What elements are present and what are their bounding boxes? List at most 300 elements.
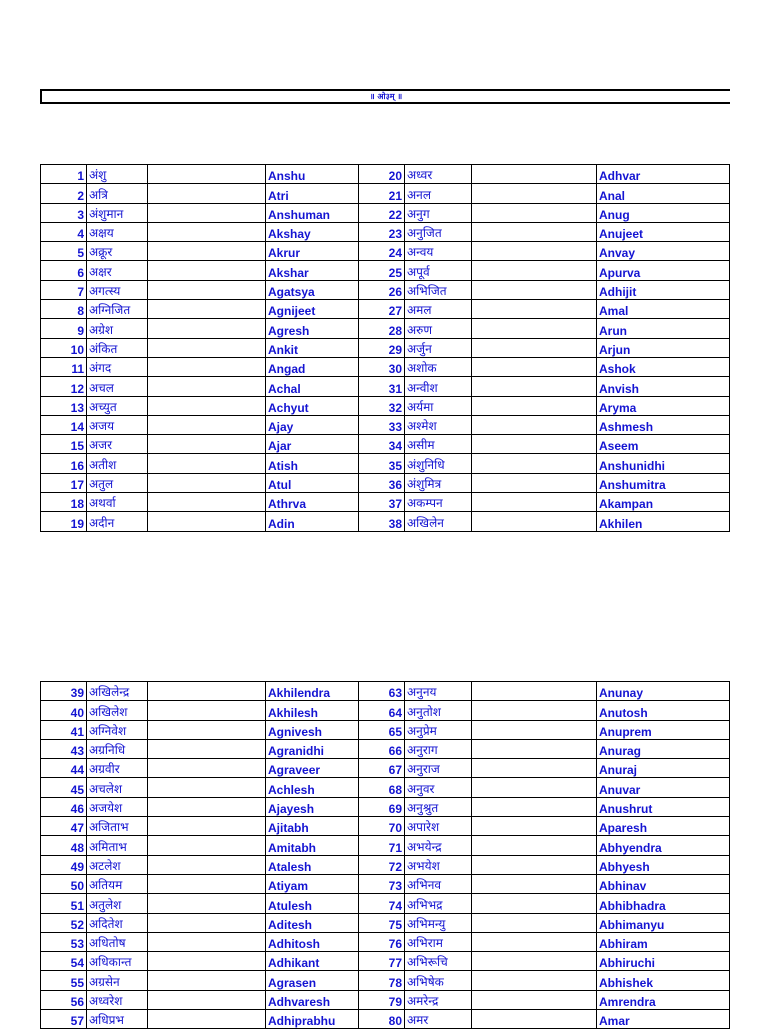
- table-row: [41, 415, 730, 434]
- name-number: 74: [359, 894, 405, 913]
- name-number: 11: [41, 357, 87, 376]
- name-number: 1: [41, 165, 87, 184]
- english-name: Achyut: [266, 396, 359, 415]
- blank-cell: [472, 242, 597, 261]
- name-number: 26: [359, 280, 405, 299]
- blank-cell: [472, 797, 597, 816]
- hindi-name: अपूर्व: [405, 261, 472, 280]
- blank-cell: [472, 377, 597, 396]
- english-name: Amar: [597, 1010, 730, 1029]
- table-row: [41, 759, 730, 778]
- hindi-name: अजयेश: [87, 797, 148, 816]
- english-name: Ashok: [597, 357, 730, 376]
- english-name: Anshuman: [266, 203, 359, 222]
- english-name: Akampan: [597, 493, 730, 512]
- hindi-name: अग्रनिधि: [87, 739, 148, 758]
- names-table-2: [40, 681, 730, 1029]
- english-name: Agnivesh: [266, 720, 359, 739]
- english-name: Anvish: [597, 377, 730, 396]
- name-number: 25: [359, 261, 405, 280]
- blank-cell: [148, 701, 266, 720]
- table-row: [41, 836, 730, 855]
- blank-cell: [148, 396, 266, 415]
- name-number: 80: [359, 1010, 405, 1029]
- hindi-name: अनुप्रेम: [405, 720, 472, 739]
- name-number: 44: [41, 759, 87, 778]
- blank-cell: [148, 720, 266, 739]
- blank-cell: [148, 357, 266, 376]
- english-name: Atiyam: [266, 874, 359, 893]
- blank-cell: [148, 952, 266, 971]
- blank-cell: [472, 913, 597, 932]
- name-number: 13: [41, 396, 87, 415]
- blank-cell: [472, 415, 597, 434]
- hindi-name: अनुग: [405, 203, 472, 222]
- english-name: Aditesh: [266, 913, 359, 932]
- blank-cell: [472, 720, 597, 739]
- english-name: Ajayesh: [266, 797, 359, 816]
- english-name: Atri: [266, 184, 359, 203]
- table-row: [41, 778, 730, 797]
- hindi-name: अथर्वा: [87, 493, 148, 512]
- hindi-name: अखिलेश: [87, 701, 148, 720]
- english-name: Aparesh: [597, 817, 730, 836]
- english-name: Ankit: [266, 338, 359, 357]
- table-row: [41, 396, 730, 415]
- name-number: 56: [41, 990, 87, 1009]
- name-number: 6: [41, 261, 87, 280]
- table-row: [41, 261, 730, 280]
- blank-cell: [472, 701, 597, 720]
- table-row: [41, 894, 730, 913]
- english-name: Anutosh: [597, 701, 730, 720]
- english-name: Adin: [266, 512, 359, 531]
- blank-cell: [148, 338, 266, 357]
- name-number: 48: [41, 836, 87, 855]
- name-number: 37: [359, 493, 405, 512]
- blank-cell: [472, 817, 597, 836]
- blank-cell: [472, 894, 597, 913]
- name-number: 18: [41, 493, 87, 512]
- hindi-name: अभयेन्द्र: [405, 836, 472, 855]
- name-number: 27: [359, 300, 405, 319]
- english-name: Ajay: [266, 415, 359, 434]
- header-title: ॥ ओ३म् ॥: [369, 92, 403, 101]
- english-name: Anushrut: [597, 797, 730, 816]
- english-name: Anshu: [266, 165, 359, 184]
- page-header: [40, 89, 730, 104]
- hindi-name: अंशुमान: [87, 203, 148, 222]
- english-name: Aryma: [597, 396, 730, 415]
- blank-cell: [472, 338, 597, 357]
- hindi-name: अभयेश: [405, 855, 472, 874]
- name-number: 10: [41, 338, 87, 357]
- hindi-name: अग्रसेन: [87, 971, 148, 990]
- hindi-name: अभिराम: [405, 932, 472, 951]
- hindi-name: अर्यमा: [405, 396, 472, 415]
- table-row: [41, 874, 730, 893]
- hindi-name: अंगद: [87, 357, 148, 376]
- hindi-name: अन्वीश: [405, 377, 472, 396]
- name-number: 12: [41, 377, 87, 396]
- name-number: 32: [359, 396, 405, 415]
- table-row: [41, 913, 730, 932]
- blank-cell: [472, 874, 597, 893]
- name-number: 29: [359, 338, 405, 357]
- hindi-name: अध्वर: [405, 165, 472, 184]
- english-name: Akshay: [266, 222, 359, 241]
- blank-cell: [148, 759, 266, 778]
- blank-cell: [472, 759, 597, 778]
- name-number: 71: [359, 836, 405, 855]
- english-name: Adhijit: [597, 280, 730, 299]
- english-name: Abhyesh: [597, 855, 730, 874]
- name-number: 20: [359, 165, 405, 184]
- hindi-name: अत्रि: [87, 184, 148, 203]
- english-name: Angad: [266, 357, 359, 376]
- name-number: 51: [41, 894, 87, 913]
- table-row: [41, 377, 730, 396]
- name-number: 79: [359, 990, 405, 1009]
- hindi-name: अर्जुन: [405, 338, 472, 357]
- hindi-name: अखिलेन्द्र: [87, 682, 148, 701]
- name-number: 30: [359, 357, 405, 376]
- blank-cell: [472, 512, 597, 531]
- english-name: Adhitosh: [266, 932, 359, 951]
- hindi-name: अजिताभ: [87, 817, 148, 836]
- english-name: Ashmesh: [597, 415, 730, 434]
- hindi-name: अशोक: [405, 357, 472, 376]
- english-name: Agnijeet: [266, 300, 359, 319]
- name-number: 23: [359, 222, 405, 241]
- name-number: 72: [359, 855, 405, 874]
- blank-cell: [472, 1010, 597, 1029]
- english-name: Agranidhi: [266, 739, 359, 758]
- name-number: 7: [41, 280, 87, 299]
- english-name: Amitabh: [266, 836, 359, 855]
- blank-cell: [148, 913, 266, 932]
- name-number: 47: [41, 817, 87, 836]
- table-row: [41, 319, 730, 338]
- name-number: 4: [41, 222, 87, 241]
- hindi-name: अगत्स्य: [87, 280, 148, 299]
- blank-cell: [472, 682, 597, 701]
- blank-cell: [472, 778, 597, 797]
- blank-cell: [148, 894, 266, 913]
- blank-cell: [148, 242, 266, 261]
- blank-cell: [472, 952, 597, 971]
- hindi-name: अभिनव: [405, 874, 472, 893]
- blank-cell: [472, 261, 597, 280]
- english-name: Abhinav: [597, 874, 730, 893]
- name-number: 73: [359, 874, 405, 893]
- english-name: Anuraj: [597, 759, 730, 778]
- hindi-name: अतीश: [87, 454, 148, 473]
- name-number: 22: [359, 203, 405, 222]
- english-name: Agraveer: [266, 759, 359, 778]
- blank-cell: [148, 512, 266, 531]
- name-number: 15: [41, 435, 87, 454]
- table-row: [41, 797, 730, 816]
- table-row: [41, 952, 730, 971]
- english-name: Abhimanyu: [597, 913, 730, 932]
- name-number: 39: [41, 682, 87, 701]
- name-number: 63: [359, 682, 405, 701]
- table-row: [41, 493, 730, 512]
- hindi-name: अध्वरेश: [87, 990, 148, 1009]
- name-number: 70: [359, 817, 405, 836]
- english-name: Anujeet: [597, 222, 730, 241]
- blank-cell: [472, 739, 597, 758]
- name-number: 2: [41, 184, 87, 203]
- hindi-name: अभिजित: [405, 280, 472, 299]
- blank-cell: [472, 990, 597, 1009]
- blank-cell: [472, 203, 597, 222]
- english-name: Arun: [597, 319, 730, 338]
- name-number: 46: [41, 797, 87, 816]
- blank-cell: [148, 165, 266, 184]
- name-number: 54: [41, 952, 87, 971]
- hindi-name: अक्षय: [87, 222, 148, 241]
- english-name: Adhvaresh: [266, 990, 359, 1009]
- hindi-name: अमरेन्द्र: [405, 990, 472, 1009]
- english-name: Akhilendra: [266, 682, 359, 701]
- table-row: [41, 682, 730, 701]
- english-name: Agatsya: [266, 280, 359, 299]
- name-number: 57: [41, 1010, 87, 1029]
- english-name: Anunay: [597, 682, 730, 701]
- english-name: Agrasen: [266, 971, 359, 990]
- english-name: Atish: [266, 454, 359, 473]
- hindi-name: अदितेश: [87, 913, 148, 932]
- hindi-name: अच्युत: [87, 396, 148, 415]
- name-number: 36: [359, 473, 405, 492]
- hindi-name: अनुराग: [405, 739, 472, 758]
- blank-cell: [472, 357, 597, 376]
- table-row: [41, 280, 730, 299]
- table-row: [41, 932, 730, 951]
- name-number: 65: [359, 720, 405, 739]
- blank-cell: [472, 493, 597, 512]
- table-row: [41, 512, 730, 531]
- name-number: 34: [359, 435, 405, 454]
- name-number: 19: [41, 512, 87, 531]
- hindi-name: अंशु: [87, 165, 148, 184]
- table-row: [41, 454, 730, 473]
- blank-cell: [148, 797, 266, 816]
- blank-cell: [472, 184, 597, 203]
- english-name: Agresh: [266, 319, 359, 338]
- blank-cell: [472, 319, 597, 338]
- english-name: Atalesh: [266, 855, 359, 874]
- english-name: Anug: [597, 203, 730, 222]
- table-row: [41, 357, 730, 376]
- table-row: [41, 720, 730, 739]
- hindi-name: अनुनय: [405, 682, 472, 701]
- blank-cell: [148, 493, 266, 512]
- hindi-name: अंशुमित्र: [405, 473, 472, 492]
- hindi-name: अतियम: [87, 874, 148, 893]
- blank-cell: [148, 184, 266, 203]
- english-name: Akhilesh: [266, 701, 359, 720]
- english-name: Atul: [266, 473, 359, 492]
- english-name: Akshar: [266, 261, 359, 280]
- english-name: Aseem: [597, 435, 730, 454]
- name-number: 77: [359, 952, 405, 971]
- hindi-name: अनुजित: [405, 222, 472, 241]
- name-number: 8: [41, 300, 87, 319]
- blank-cell: [472, 435, 597, 454]
- english-name: Achal: [266, 377, 359, 396]
- english-name: Amal: [597, 300, 730, 319]
- table-row: [41, 739, 730, 758]
- table-row: [41, 184, 730, 203]
- table-row: [41, 222, 730, 241]
- hindi-name: अक्रूर: [87, 242, 148, 261]
- name-number: 16: [41, 454, 87, 473]
- table-row: [41, 165, 730, 184]
- name-number: 53: [41, 932, 87, 951]
- name-number: 24: [359, 242, 405, 261]
- table-row: [41, 300, 730, 319]
- name-number: 76: [359, 932, 405, 951]
- english-name: Anal: [597, 184, 730, 203]
- table-row: [41, 473, 730, 492]
- hindi-name: अग्रेश: [87, 319, 148, 338]
- hindi-name: अचलेश: [87, 778, 148, 797]
- name-number: 14: [41, 415, 87, 434]
- blank-cell: [148, 415, 266, 434]
- name-number: 9: [41, 319, 87, 338]
- table-row: [41, 701, 730, 720]
- english-name: Atulesh: [266, 894, 359, 913]
- name-number: 28: [359, 319, 405, 338]
- name-number: 40: [41, 701, 87, 720]
- name-number: 69: [359, 797, 405, 816]
- name-number: 5: [41, 242, 87, 261]
- hindi-name: अकम्पन: [405, 493, 472, 512]
- blank-cell: [148, 377, 266, 396]
- blank-cell: [148, 836, 266, 855]
- blank-cell: [148, 778, 266, 797]
- blank-cell: [472, 971, 597, 990]
- blank-cell: [148, 280, 266, 299]
- table-row: [41, 971, 730, 990]
- blank-cell: [148, 817, 266, 836]
- english-name: Abhishek: [597, 971, 730, 990]
- hindi-name: अनुराज: [405, 759, 472, 778]
- hindi-name: अनुश्रुत: [405, 797, 472, 816]
- name-number: 68: [359, 778, 405, 797]
- name-number: 52: [41, 913, 87, 932]
- hindi-name: अग्निजित: [87, 300, 148, 319]
- english-name: Abhibhadra: [597, 894, 730, 913]
- blank-cell: [148, 319, 266, 338]
- table-row: [41, 1010, 730, 1029]
- english-name: Akhilen: [597, 512, 730, 531]
- english-name: Abhyendra: [597, 836, 730, 855]
- english-name: Anuvar: [597, 778, 730, 797]
- english-name: Adhvar: [597, 165, 730, 184]
- name-number: 3: [41, 203, 87, 222]
- hindi-name: अश्मेश: [405, 415, 472, 434]
- name-number: 55: [41, 971, 87, 990]
- blank-cell: [472, 855, 597, 874]
- hindi-name: अखिलेन: [405, 512, 472, 531]
- blank-cell: [472, 300, 597, 319]
- hindi-name: अजर: [87, 435, 148, 454]
- hindi-name: अधिप्रभ: [87, 1010, 148, 1029]
- blank-cell: [148, 739, 266, 758]
- blank-cell: [148, 454, 266, 473]
- english-name: Anuprem: [597, 720, 730, 739]
- hindi-name: अंशुनिधि: [405, 454, 472, 473]
- blank-cell: [148, 473, 266, 492]
- hindi-name: अभिषेक: [405, 971, 472, 990]
- blank-cell: [472, 280, 597, 299]
- name-number: 78: [359, 971, 405, 990]
- blank-cell: [148, 203, 266, 222]
- english-name: Anurag: [597, 739, 730, 758]
- table-row: [41, 242, 730, 261]
- table-row: [41, 435, 730, 454]
- table-row: [41, 990, 730, 1009]
- hindi-name: अमर: [405, 1010, 472, 1029]
- hindi-name: अभिभद्र: [405, 894, 472, 913]
- english-name: Arjun: [597, 338, 730, 357]
- name-number: 17: [41, 473, 87, 492]
- english-name: Abhiruchi: [597, 952, 730, 971]
- name-number: 64: [359, 701, 405, 720]
- english-name: Adhiprabhu: [266, 1010, 359, 1029]
- blank-cell: [148, 874, 266, 893]
- blank-cell: [148, 990, 266, 1009]
- table-row: [41, 855, 730, 874]
- blank-cell: [472, 836, 597, 855]
- name-number: 38: [359, 512, 405, 531]
- name-number: 75: [359, 913, 405, 932]
- hindi-name: अचल: [87, 377, 148, 396]
- name-number: 21: [359, 184, 405, 203]
- table-row: [41, 817, 730, 836]
- blank-cell: [472, 473, 597, 492]
- hindi-name: अमिताभ: [87, 836, 148, 855]
- hindi-name: अधितोष: [87, 932, 148, 951]
- hindi-name: अटलेश: [87, 855, 148, 874]
- english-name: Akrur: [266, 242, 359, 261]
- hindi-name: अपारेश: [405, 817, 472, 836]
- english-name: Athrva: [266, 493, 359, 512]
- names-table-1: [40, 164, 730, 532]
- blank-cell: [472, 932, 597, 951]
- hindi-name: अग्निवेश: [87, 720, 148, 739]
- english-name: Anshunidhi: [597, 454, 730, 473]
- hindi-name: अतुल: [87, 473, 148, 492]
- blank-cell: [148, 261, 266, 280]
- blank-cell: [472, 222, 597, 241]
- name-number: 66: [359, 739, 405, 758]
- blank-cell: [472, 454, 597, 473]
- hindi-name: अनल: [405, 184, 472, 203]
- name-number: 67: [359, 759, 405, 778]
- blank-cell: [148, 1010, 266, 1029]
- blank-cell: [148, 682, 266, 701]
- blank-cell: [148, 435, 266, 454]
- hindi-name: अमल: [405, 300, 472, 319]
- hindi-name: अजय: [87, 415, 148, 434]
- hindi-name: अभिरूचि: [405, 952, 472, 971]
- hindi-name: अदीन: [87, 512, 148, 531]
